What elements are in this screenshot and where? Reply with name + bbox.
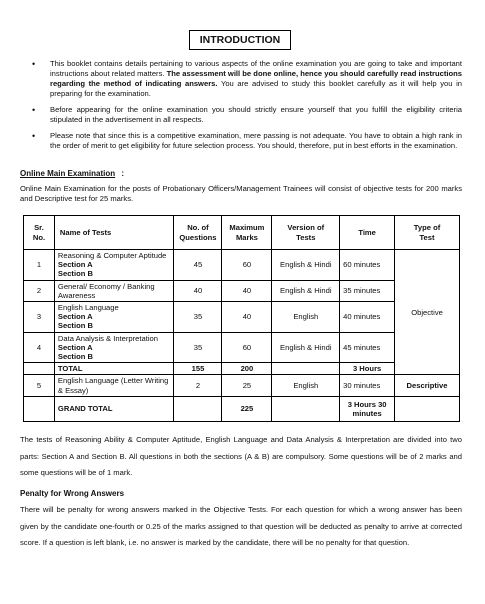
cell-test-name: Reasoning & Computer Aptitude Section A Section B [54,250,174,281]
bullet-bold-text: The assessment will be done online, hence you should carefully read instructions regarding the method of indicating answers. [50,69,462,88]
header-time: Time [340,216,395,250]
cell-marks: 60 [222,332,272,363]
header-name-of-tests: Name of Tests [54,216,174,250]
cell-marks: 40 [222,302,272,333]
cell-empty [272,363,340,375]
penalty-heading: Penalty for Wrong Answers [20,489,125,498]
header-type-of-test: Type of Test [395,216,460,250]
cell-sr: 4 [24,332,55,363]
bullet-item [30,105,462,125]
cell-sr: 5 [24,375,55,396]
bullet-text: Before appearing for the online examination you should strictly ensure yourself that you fulfill the eligibility criteria stipulated in the advertisement in all respects. [50,105,462,124]
bullet-item [30,59,462,99]
bullet-text-after: You are advised to study this booklet carefully as it will help you in preparing for the examination. [50,79,462,98]
cell-type-descriptive: Descriptive [395,375,460,396]
cell-time: 60 minutes [340,250,395,281]
cell-questions: 2 [174,375,222,396]
cell-test-name: English Language (Letter Writing & Essay) [54,375,174,396]
cell-time: 40 minutes [340,302,395,333]
cell-total-marks: 200 [222,363,272,375]
cell-version: English & Hindi [272,332,340,363]
bullet-icon: • [32,105,36,115]
cell-marks: 60 [222,250,272,281]
cell-questions: 35 [174,332,222,363]
table-row [24,375,460,396]
cell-questions: 40 [174,280,222,301]
cell-total-time: 3 Hours [340,363,395,375]
header-maximum-marks: Maximum Marks [222,216,272,250]
cell-total-questions: 155 [174,363,222,375]
cell-test-name: English Language Section A Section B [54,302,174,333]
online-main-intro: Online Main Examination for the posts of Probationary Officers/Management Trainees will consist of objective tests for 200 marks and Descriptive test for 25 marks. [20,184,462,203]
cell-marks: 40 [222,280,272,301]
intro-bullet-list [30,59,462,157]
cell-empty [395,396,460,421]
cell-time: 35 minutes [340,280,395,301]
header-no-of-questions: No. of Questions [174,216,222,250]
cell-time: 30 minutes [340,375,395,396]
cell-questions: 35 [174,302,222,333]
cell-test-name: General/ Economy / Banking Awareness [54,280,174,301]
cell-questions: 45 [174,250,222,281]
sections-paragraph: The tests of Reasoning Ability & Computer Aptitude, English Language and Data Analysis & Interpretation are divided into two parts: Section A and Section B. All questions in both the sections (A & B) are compulsory. Some questions will be of 2 marks and some questions will be of 1 mark. [20,435,462,477]
bullet-text: Please note that since this is a competitive examination, mere passing is not adequate. You have to obtain a high rank in the order of merit to get eligibility for future selection process. You should, therefore, put in best efforts in the examination. [50,131,462,150]
cell-marks: 25 [222,375,272,396]
cell-grand-total-marks: 225 [222,396,272,421]
table-row [24,250,460,281]
cell-test-name: Data Analysis & Interpretation Section A Section B [54,332,174,363]
bullet-item [30,131,462,151]
cell-total-label: TOTAL [54,363,174,375]
page-title: INTRODUCTION [189,30,291,50]
cell-empty [174,396,222,421]
table-row [24,280,460,301]
cell-grand-total-label: GRAND TOTAL [54,396,174,421]
cell-time: 45 minutes [340,332,395,363]
cell-sr: 3 [24,302,55,333]
bullet-icon: • [32,59,36,69]
cell-empty [272,396,340,421]
cell-version: English [272,302,340,333]
cell-version: English & Hindi [272,280,340,301]
cell-empty [24,396,55,421]
penalty-paragraph: There will be penalty for wrong answers marked in the Objective Tests. For each question for which a wrong answer has been given by the candidate one-fourth or 0.25 of the marks assigned to that question will be deducted as penalty to arrive at corrected score. If a question is left blank, i.e. no answer is marked by the candidate, there will be no penalty for that question. [20,505,462,547]
header-version-of-tests: Version of Tests [272,216,340,250]
table-grand-total-row [24,396,460,421]
online-main-heading: Online Main Examination : [20,169,125,178]
exam-pattern-table [23,215,460,422]
cell-sr: 2 [24,280,55,301]
table-row [24,332,460,363]
cell-type-objective: Objective [395,250,460,375]
table-header-row [24,216,460,250]
cell-grand-total-time: 3 Hours 30 minutes [340,396,395,421]
table-total-row [24,363,460,375]
header-sr-no: Sr. No. [24,216,55,250]
cell-version: English [272,375,340,396]
bullet-text: This booklet contains details pertaining to various aspects of the online examination you are going to take and important instructions about related matters. [50,59,462,78]
cell-empty [24,363,55,375]
cell-sr: 1 [24,250,55,281]
table-row [24,302,460,333]
bullet-icon: • [32,131,36,141]
cell-version: English & Hindi [272,250,340,281]
